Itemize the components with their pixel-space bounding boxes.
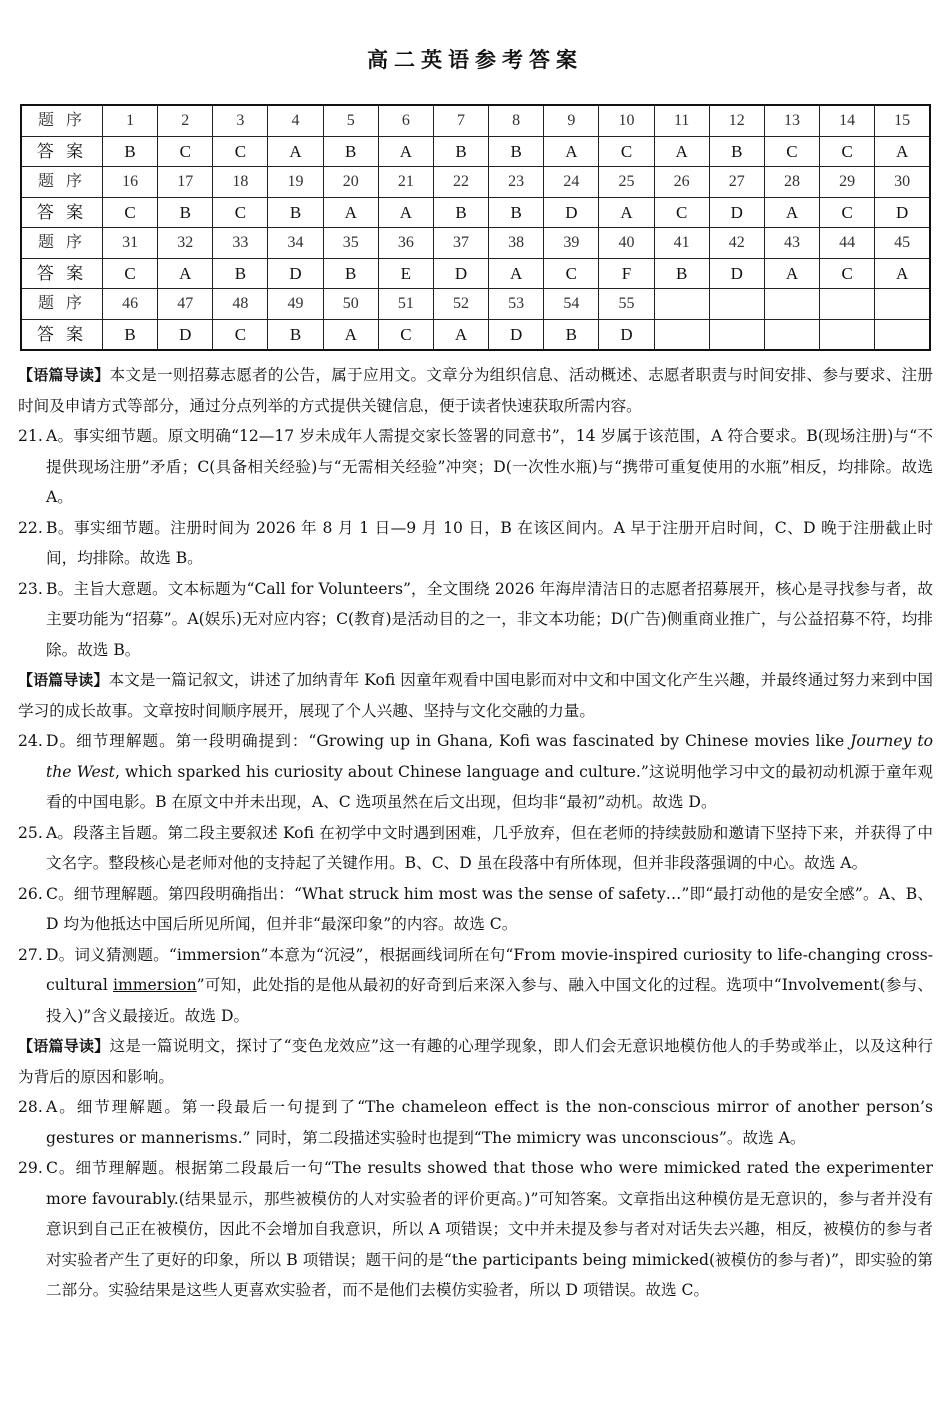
answer-cell: B [268, 319, 323, 350]
answer-cell: A [764, 197, 819, 228]
answer-cell: C [213, 136, 268, 167]
question-number-cell [654, 289, 709, 320]
passage-guide-2 [18, 665, 933, 726]
answer-cell: A [875, 136, 930, 167]
answer-cell: C [103, 258, 158, 289]
explanation-29 [18, 1153, 933, 1306]
question-number-cell: 48 [213, 289, 268, 320]
answer-cell: C [158, 136, 213, 167]
answer-cell: A [544, 136, 599, 167]
question-number-cell [875, 289, 930, 320]
answer-cell: B [433, 136, 488, 167]
answer-cell: D [158, 319, 213, 350]
answer-cell: C [213, 197, 268, 228]
answer-cell: A [158, 258, 213, 289]
explanation-text: A。事实细节题。原文明确“12—17 岁未成年人需提交家长签署的同意书”，14 岁属于该范围，A 符合要求。B(现场注册)与“不提供现场注册”矛盾；C(具备相关经验)与“无需相关经验”冲突；D(一次性水瓶)与“携带可重复使用的水瓶”相反，均排除。故选 A。 [46, 427, 933, 506]
answer-cell: A [268, 136, 323, 167]
explanation-25 [18, 818, 933, 879]
question-number-cell: 47 [158, 289, 213, 320]
question-number-cell: 6 [378, 105, 433, 136]
question-number-cell: 16 [103, 167, 158, 198]
answer-cell: D [875, 197, 930, 228]
answer-cell: A [875, 258, 930, 289]
explanation-22 [18, 513, 933, 574]
explanation-text [46, 940, 933, 1032]
question-number-cell: 41 [654, 228, 709, 259]
answer-cell: B [489, 136, 544, 167]
question-number-cell: 20 [323, 167, 378, 198]
row-header: 答 案 [21, 136, 103, 167]
question-number-cell [709, 289, 764, 320]
answer-cell: E [378, 258, 433, 289]
answer-cell: C [820, 197, 875, 228]
explanation-part: D。词义猜测题。“immersion”本意为“沉浸”，根据画线词所在句“From movie-inspired curiosity to life-changing cross-cultural [46, 945, 933, 994]
question-number-cell: 35 [323, 228, 378, 259]
answer-cell: C [544, 258, 599, 289]
question-number-cell: 55 [599, 289, 654, 320]
question-number-cell: 19 [268, 167, 323, 198]
question-number-cell: 39 [544, 228, 599, 259]
answer-cell: B [158, 197, 213, 228]
explanation-text: A。段落主旨题。第二段主要叙述 Kofi 在初学中文时遇到困难，几乎放弃，但在老师的持续鼓励和邀请下坚持下来，并获得了中文名字。整段核心是老师对他的支持起了关键作用。B、C、D 虽在段落中有所体现，但并非段落强调的中心。故选 A。 [46, 823, 933, 872]
question-number-cell: 33 [213, 228, 268, 259]
question-number-cell: 4 [268, 105, 323, 136]
question-number-cell: 29 [820, 167, 875, 198]
answer-cell: A [378, 197, 433, 228]
question-number: 25. [18, 823, 43, 842]
answer-cell: A [489, 258, 544, 289]
question-number-cell: 1 [103, 105, 158, 136]
answer-table-body [21, 105, 930, 350]
question-number-cell: 54 [544, 289, 599, 320]
answer-cell: B [544, 319, 599, 350]
answer-cell: C [378, 319, 433, 350]
row-header: 答 案 [21, 258, 103, 289]
question-number-cell: 51 [378, 289, 433, 320]
question-number-row [21, 167, 930, 198]
guide-text: 这是一篇说明文，探讨了“变色龙效应”这一有趣的心理学现象，即人们会无意识地模仿他人的手势或举止，以及这种行为背后的原因和影响。 [18, 1037, 933, 1086]
question-number-cell: 31 [103, 228, 158, 259]
answer-cell: B [323, 258, 378, 289]
answer-cell [875, 319, 930, 350]
explanation-text: B。主旨大意题。文本标题为“Call for Volunteers”，全文围绕 2026 年海岸清洁日的志愿者招募展开，核心是寻找参与者，故主要功能为“招募”。A(娱乐)无对应内容；C(教育)是活动目的之一，非文本功能；D(广告)侧重商业推广，与公益招募不符，均排除。故选 B。 [46, 579, 933, 659]
row-header: 题 序 [21, 167, 103, 198]
guide-text: 本文是一篇记叙文，讲述了加纳青年 Kofi 因童年观看中国电影而对中文和中国文化产生兴趣，并最终通过努力来到中国学习的成长故事。文章按时间顺序展开，展现了个人兴趣、坚持与文化交融的力量。 [18, 671, 933, 720]
question-number: 22. [18, 518, 43, 537]
question-number-cell: 12 [709, 105, 764, 136]
question-number-cell: 10 [599, 105, 654, 136]
question-number-cell: 53 [489, 289, 544, 320]
explanation-text: C。细节理解题。第四段明确指出：“What struck him most was the sense of safety…”即“最打动他的是安全感”。A、B、D 均为他抵达中国后所见所闻，但并非“最深印象”的内容。故选 C。 [46, 884, 933, 933]
answer-cell [654, 319, 709, 350]
question-number-cell: 11 [654, 105, 709, 136]
question-number: 26. [18, 884, 43, 903]
question-number-cell: 26 [654, 167, 709, 198]
answer-cell: F [599, 258, 654, 289]
question-number-cell: 15 [875, 105, 930, 136]
question-number-cell: 45 [875, 228, 930, 259]
explanation-text: A。细节理解题。第一段最后一句提到了“The chameleon effect is the non-conscious mirror of another person’s gestures or mannerisms.” 同时，第二段描述实验时也提到“The mimicry was unconscious”。故选 A。 [46, 1098, 933, 1147]
question-number-cell: 42 [709, 228, 764, 259]
question-number-cell: 25 [599, 167, 654, 198]
explanation-27 [18, 940, 933, 1032]
answer-row [21, 319, 930, 350]
answer-cell: A [599, 197, 654, 228]
answer-cell: D [709, 258, 764, 289]
answer-cell [709, 319, 764, 350]
question-number-cell: 30 [875, 167, 930, 198]
answer-table [20, 104, 931, 351]
question-number-cell: 38 [489, 228, 544, 259]
question-number: 29. [18, 1159, 43, 1177]
question-number-cell: 22 [433, 167, 488, 198]
question-number: 21. [18, 427, 43, 445]
answer-cell: D [709, 197, 764, 228]
answer-row [21, 258, 930, 289]
question-number-cell: 49 [268, 289, 323, 320]
question-number: 27. [18, 945, 43, 964]
passage-guide-3 [18, 1031, 933, 1092]
question-number: 23. [18, 579, 43, 598]
question-number-cell: 3 [213, 105, 268, 136]
answer-cell: B [323, 136, 378, 167]
guide-text: 本文是一则招募志愿者的公告，属于应用文。文章分为组织信息、活动概述、志愿者职责与时间安排、参与要求、注册时间及申请方式等部分，通过分点列举的方式提供关键信息，便于读者快速获取所需内容。 [18, 366, 933, 415]
passage-guide-1 [18, 360, 933, 421]
question-number-cell: 8 [489, 105, 544, 136]
explanation-part: ”可知，此处指的是他从最初的好奇到后来深入参与、融入中国文化的过程。选项中“Involvement(参与、投入)”含义最接近。故选 D。 [46, 976, 933, 1025]
answer-cell: B [103, 319, 158, 350]
answer-cell: A [323, 319, 378, 350]
question-number-cell: 13 [764, 105, 819, 136]
question-number-cell [820, 289, 875, 320]
question-number-cell: 27 [709, 167, 764, 198]
answer-cell: A [433, 319, 488, 350]
question-number-cell: 23 [489, 167, 544, 198]
answer-cell: B [654, 258, 709, 289]
answer-cell: D [599, 319, 654, 350]
question-number-cell: 17 [158, 167, 213, 198]
question-number: 28. [18, 1098, 43, 1116]
answer-cell: C [213, 319, 268, 350]
question-number-cell [764, 289, 819, 320]
answer-cell: A [654, 136, 709, 167]
row-header: 题 序 [21, 289, 103, 320]
explanation-text: C。细节理解题。根据第二段最后一句“The results showed that those who were mimicked rated the experimenter more favourably.(结果显示，那些被模仿的人对实验者的评价更高。)”可知答案。文章指出这种模仿是无意识的，参与者并没有意识到自己正在被模仿，因此不会增加自我意识，所以 A 项错误；文中并未提及参与者对对话失去兴趣，相反，被模仿的参与者对实验者产生了更好的印象，所以 B 项错误；题干问的是“the participants being mimicked(被模仿的参与者)”，即实验的第二部分。实验结果是这些人更喜欢实验者，而不是他们去模仿实验者，所以 D 项错误。故选 C。 [46, 1159, 933, 1299]
row-header: 答 案 [21, 197, 103, 228]
question-number-cell: 40 [599, 228, 654, 259]
question-number-cell: 52 [433, 289, 488, 320]
answer-cell: B [709, 136, 764, 167]
question-number-cell: 36 [378, 228, 433, 259]
answer-cell: C [764, 136, 819, 167]
question-number-cell: 43 [764, 228, 819, 259]
answer-cell: D [433, 258, 488, 289]
answer-cell: A [764, 258, 819, 289]
underlined-word: immersion [112, 976, 197, 994]
question-number-row [21, 289, 930, 320]
question-number-cell: 9 [544, 105, 599, 136]
explanation-24 [18, 726, 933, 818]
question-number-cell: 50 [323, 289, 378, 320]
answer-cell: C [654, 197, 709, 228]
guide-tag: 【语篇导读】 [18, 671, 109, 689]
explanation-part: , which sparked his curiosity about Chinese language and culture.”这说明他学习中文的最初动机源于童年观看的中国电影。B 在原文中并未出现，A、C 选项虽然在后文出现，但均非“最初”动机。故选 D。 [46, 762, 933, 811]
question-number-cell: 28 [764, 167, 819, 198]
row-header: 题 序 [21, 105, 103, 136]
answer-row [21, 136, 930, 167]
guide-tag: 【语篇导读】 [18, 366, 110, 384]
answer-cell [764, 319, 819, 350]
question-number-cell: 18 [213, 167, 268, 198]
answer-cell: A [323, 197, 378, 228]
question-number-cell: 14 [820, 105, 875, 136]
italic-title: Journey to the West [46, 732, 933, 781]
explanation-text: B。事实细节题。注册时间为 2026 年 8 月 1 日—9 月 10 日，B 在该区间内。A 早于注册开启时间，C、D 晚于注册截止时间，均排除。故选 B。 [46, 518, 933, 567]
explanation-text [46, 726, 933, 818]
guide-tag: 【语篇导读】 [18, 1037, 110, 1055]
question-number-cell: 46 [103, 289, 158, 320]
answer-cell: D [544, 197, 599, 228]
explanation-23 [18, 574, 933, 666]
explanations [18, 360, 933, 1306]
question-number-cell: 37 [433, 228, 488, 259]
answer-cell: C [599, 136, 654, 167]
explanation-26 [18, 879, 933, 940]
page-title: 高二英语参考答案 [367, 48, 583, 72]
answer-cell: B [433, 197, 488, 228]
answer-cell: B [489, 197, 544, 228]
question-number-row [21, 228, 930, 259]
row-header: 题 序 [21, 228, 103, 259]
answer-row [21, 197, 930, 228]
explanation-part: D。细节理解题。第一段明确提到：“Growing up in Ghana, Kofi was fascinated by Chinese movies like [46, 732, 851, 750]
answer-cell: C [103, 197, 158, 228]
answer-cell: D [489, 319, 544, 350]
answer-cell: B [103, 136, 158, 167]
explanation-28 [18, 1092, 933, 1153]
explanation-21 [18, 421, 933, 513]
question-number-cell: 32 [158, 228, 213, 259]
answer-cell: C [820, 258, 875, 289]
answer-cell: C [820, 136, 875, 167]
question-number-cell: 2 [158, 105, 213, 136]
row-header: 答 案 [21, 319, 103, 350]
question-number-cell: 44 [820, 228, 875, 259]
question-number-cell: 21 [378, 167, 433, 198]
question-number-cell: 5 [323, 105, 378, 136]
answer-cell: B [268, 197, 323, 228]
question-number-row [21, 105, 930, 136]
question-number-cell: 34 [268, 228, 323, 259]
question-number-cell: 24 [544, 167, 599, 198]
answer-cell: B [213, 258, 268, 289]
question-number-cell: 7 [433, 105, 488, 136]
answer-cell [820, 319, 875, 350]
answer-cell: D [268, 258, 323, 289]
answer-cell: A [378, 136, 433, 167]
question-number: 24. [18, 732, 43, 750]
